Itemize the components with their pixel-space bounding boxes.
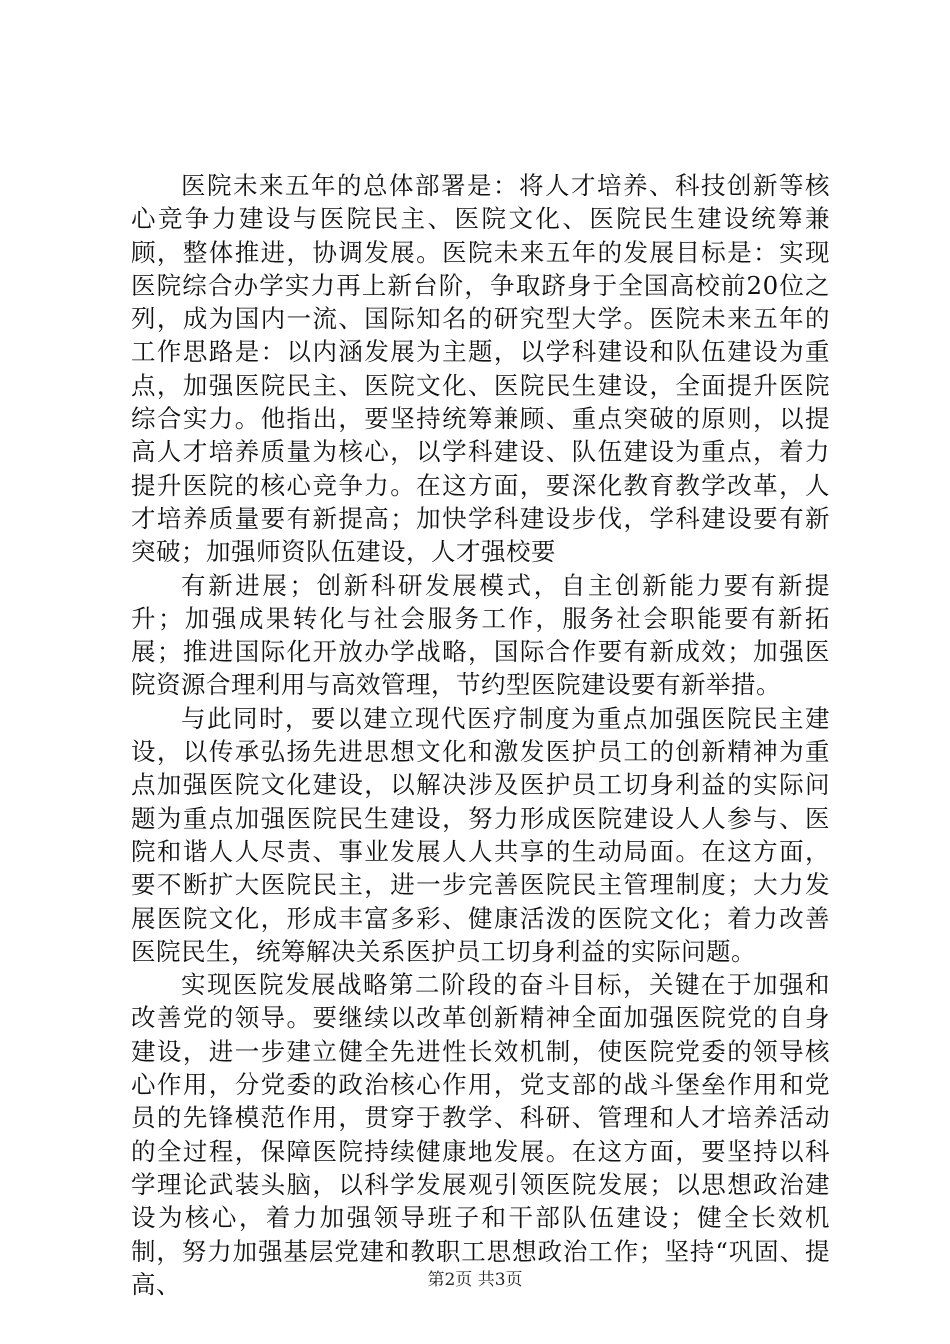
- paragraph-progress-goals: 有新进展；创新科研发展模式，自主创新能力要有新提升；加强成果转化与社会服务工作，服务社会职能要有新拓展；推进国际化开放办学战略，国际合作要有新成效；加强医院资源合理利用与高效管理，节约型医院建设要有新举措。: [131, 570, 830, 700]
- paragraph-overall-plan: 医院未来五年的总体部署是：将人才培养、科技创新等核心竞争力建设与医院民主、医院文化、医院民生建设统筹兼顾，整体推进，协调发展。医院未来五年的发展目标是：实现医院综合办学实力再上新台阶，争取跻身于全国高校前20位之列，成为国内一流、国际知名的研究型大学。医院未来五年的工作思路是：以内涵发展为主题，以学科建设和队伍建设为重点，加强医院民主、医院文化、医院民生建设，全面提升医院综合实力。他指出，要坚持统筹兼顾、重点突破的原则，以提高人才培养质量为核心，以学科建设、队伍建设为重点，着力提升医院的核心竞争力。在这方面，要深化教育教学改革，人才培养质量要有新提高；加快学科建设步伐，学科建设要有新突破；加强师资队伍建设，人才强校要: [131, 171, 830, 567]
- paragraph-democracy-culture: 与此同时，要以建立现代医疗制度为重点加强医院民主建设，以传承弘扬先进思想文化和激发医护员工的创新精神为重点加强医院文化建设，以解决涉及医护员工切身利益的实际问题为重点加强医院民生建设，努力形成医院建设人人参与、医院和谐人人尽责、事业发展人人共享的生动局面。在这方面，要不断扩大医院民主，进一步完善医院民主管理制度；大力发展医院文化，形成丰富多彩、健康活泼的医院文化；着力改善医院民生，统筹解决关系医护员工切身利益的实际问题。: [131, 703, 830, 966]
- document-body: [131, 169, 830, 1301]
- page-number-footer: 第2页 共3页: [427, 1270, 523, 1290]
- paragraph-party-leadership: 实现医院发展战略第二阶段的奋斗目标，关键在于加强和改善党的领导。要继续以改革创新精神全面加强医院党的自身建设，进一步建立健全先进性长效机制，使医院党委的领导核心作用，分党委的政治核心作用，党支部的战斗堡垒作用和党员的先锋模范作用，贯穿于教学、科研、管理和人才培养活动的全过程，保障医院持续健康地发展。在这方面，要坚持以科学理论武装头脑，以科学发展观引领医院发展；以思想政治建设为核心，着力加强领导班子和干部队伍建设；健全长效机制，努力加强基层党建和教职工思想政治工作；坚持“巩固、提高、: [131, 970, 830, 1299]
